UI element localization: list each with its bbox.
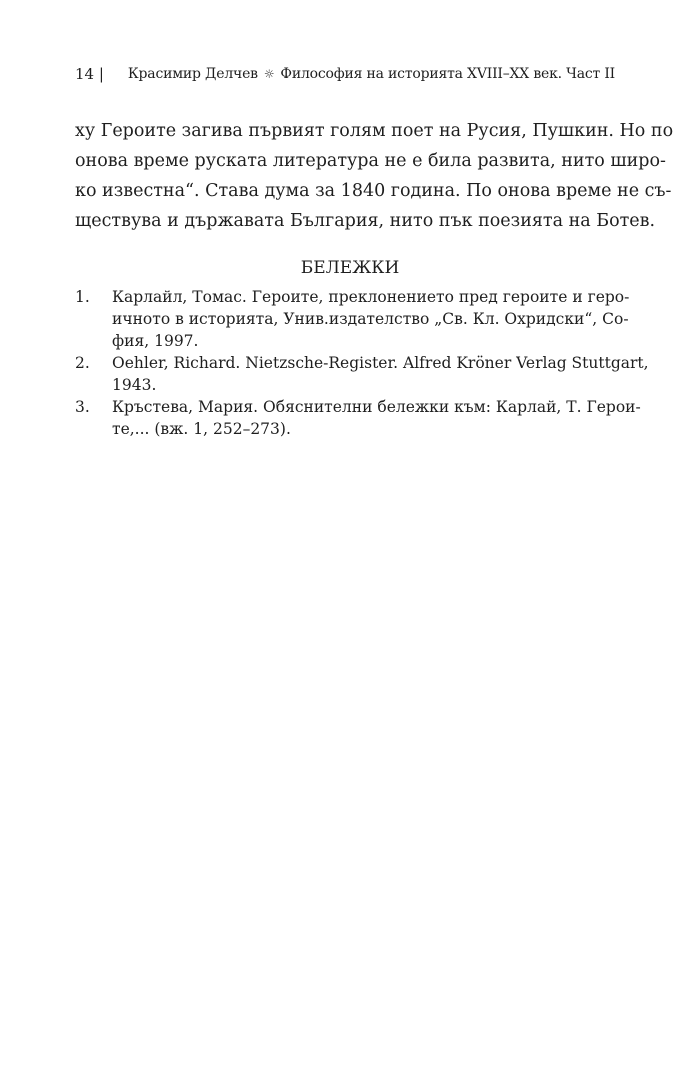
note-line: Карлайл, Томас. Героите, преклонението пред героите и геро- <box>112 288 630 306</box>
body-paragraph <box>75 116 674 236</box>
notes-list <box>75 286 649 440</box>
body-line: онова време руската литература не е била развита, нито широ- <box>75 151 666 171</box>
note-text <box>112 352 649 396</box>
note-line: Кръстева, Мария. Обяснителни бележки към: Карлай, Т. Герои- <box>112 398 641 416</box>
note-line: фия, 1997. <box>112 332 199 350</box>
body-line: ху Героите загива първият голям поет на Русия, Пушкин. Но по <box>75 121 674 141</box>
note-number: 2. <box>75 354 90 372</box>
page-header <box>75 62 615 86</box>
running-head <box>128 62 615 86</box>
note-line: ичното в историята, Унив.издателство „Св. Кл. Охридски“, Со- <box>112 310 629 328</box>
note-text <box>112 286 630 352</box>
notes-heading: БЕЛЕЖКИ <box>300 258 400 278</box>
note-item <box>75 396 641 440</box>
note-line: 1943. <box>112 376 157 394</box>
note-number: 1. <box>75 288 90 306</box>
note-item <box>75 286 630 352</box>
sun-icon: ☼ <box>263 67 275 81</box>
note-line: те,... (вж. 1, 252–273). <box>112 420 291 438</box>
author-name: Красимир Делчев <box>127 66 258 82</box>
note-number: 3. <box>75 398 90 416</box>
book-title: Философия на историята XVIII–XX век. Част II <box>280 66 615 82</box>
body-line: ко известна“. Става дума за 1840 година. По онова време не съ- <box>75 181 672 201</box>
body-line: ществува и държавата България, нито пък поезията на Ботев. <box>75 211 656 231</box>
note-item <box>75 352 649 396</box>
page-number: 14 | <box>75 65 104 83</box>
note-text <box>112 396 641 440</box>
note-line: Oehler, Richard. Nietzsche-Register. Alfred Kröner Verlag Stuttgart, <box>112 354 649 372</box>
